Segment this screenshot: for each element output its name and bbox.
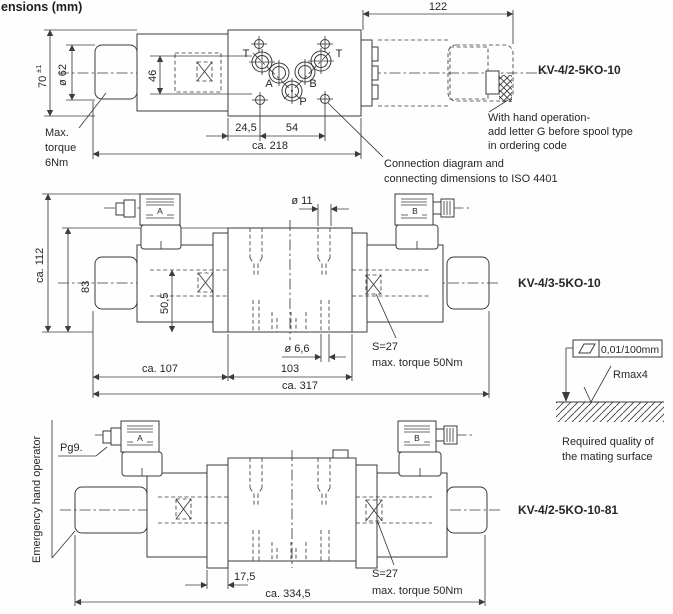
svg-text:50,5: 50,5 [159,292,171,314]
svg-text:83: 83 [80,280,92,293]
middle-left-flange [213,233,228,332]
svg-text:With hand operation-: With hand operation- [488,112,591,124]
svg-text:70: 70 [37,75,49,88]
middle-right-solenoid [367,245,443,322]
dim-body-length-103 [228,334,352,381]
svg-text:ca. 334,5: ca. 334,5 [265,588,311,600]
bottom-body-boss [333,450,348,458]
dim-hand-op-122 [363,1,513,44]
svg-text:torque: torque [45,142,77,154]
svg-text:Pg9.: Pg9. [60,442,83,454]
svg-text:Emergency hand operator: Emergency hand operator [31,435,43,563]
note-max-torque [45,93,106,169]
bottom-connector-a-label: A [137,433,143,443]
dim-hole-bottom-6-6 [282,334,346,362]
leader-arrow [562,392,570,402]
svg-text:max. torque 50Nm: max. torque 50Nm [372,585,463,597]
dim-nut-dia-62 [57,45,95,100]
label-port-t-left: T [242,48,250,60]
top-knurled-nut [95,45,137,99]
svg-text:ca. 112: ca. 112 [34,247,46,283]
bottom-right-solenoid [377,473,447,557]
bottom-left-flange [207,465,228,568]
label-port-t-right: T [335,48,343,60]
note-wrench-bottom [372,568,462,597]
label-port-b: B [309,78,317,90]
roughness-icon [584,366,611,402]
connector-a-label: A [157,206,163,216]
svg-text:add letter G before spool type: add letter G before spool type [488,126,633,138]
note-hand-operation [488,100,633,152]
svg-text:17,5: 17,5 [234,571,256,583]
svg-text:S=27: S=27 [372,568,398,580]
svg-text:54: 54 [285,122,299,134]
middle-connector-b [395,194,470,249]
middle-view [34,194,601,398]
model-label-middle: KV-4/3-5KO-10 [518,276,601,290]
svg-text:in ordering code: in ordering code [488,140,567,152]
svg-text:ø 6,6: ø 6,6 [284,343,310,355]
svg-text:connecting dimensions to ISO 4: connecting dimensions to ISO 4401 [384,173,558,185]
svg-text:122: 122 [428,1,448,13]
bottom-connector-b-label: B [414,433,420,443]
top-valve-body [228,30,361,116]
bottom-left-solenoid [147,473,207,557]
note-pg9 [58,442,107,456]
ground-hatch [556,402,664,422]
svg-text:ca. 107: ca. 107 [141,363,179,375]
svg-text:46: 46 [147,69,159,82]
middle-left-solenoid [137,245,213,322]
svg-text:ca. 317: ca. 317 [281,380,319,392]
svg-text:Max.: Max. [45,127,69,139]
roughness-value: Rmax4 [613,369,648,381]
label-port-p: P [299,96,307,108]
svg-text:ø 62: ø 62 [57,63,69,86]
svg-text:max. torque 50Nm: max. torque 50Nm [372,357,463,369]
page-title: ensions (mm) [1,0,83,14]
svg-text:103: 103 [280,363,300,375]
surface-quality-detail [556,340,664,463]
connector-b-label: B [412,206,418,216]
svg-text:S=27: S=27 [372,341,398,353]
svg-text:ca. 218: ca. 218 [251,140,289,152]
svg-text:the mating surface: the mating surface [562,451,653,463]
svg-text:Connection diagram and: Connection diagram and [384,158,504,170]
dim-left-length-107 [93,311,228,398]
top-view [34,1,633,185]
bottom-view [31,420,618,606]
label-port-a: A [265,78,273,90]
svg-text:Required quality of: Required quality of [562,436,654,448]
svg-text:±1: ±1 [34,64,43,73]
flatness-value: 0,01/100mm [600,344,660,356]
model-label-bottom: KV-4/2-5KO-10-81 [518,503,619,517]
svg-text:ø 11: ø 11 [291,195,313,207]
svg-text:6Nm: 6Nm [45,157,69,169]
middle-right-flange [352,233,367,332]
svg-text:24,5: 24,5 [235,122,257,134]
bottom-right-flange [356,465,377,568]
dim-hole-top-11 [291,195,349,226]
middle-connector-a [104,194,181,249]
note-wrench-middle [372,341,462,369]
bottom-connector-b [398,421,472,476]
model-label-top: KV-4/2-5KO-10 [538,63,621,77]
